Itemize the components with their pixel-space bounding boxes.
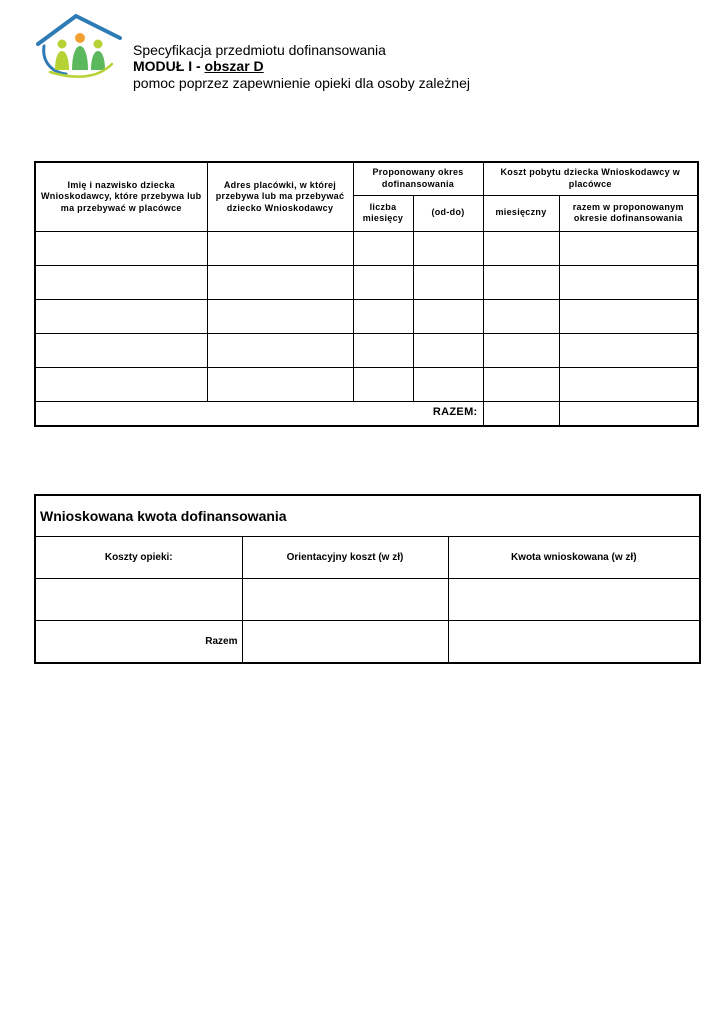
- cell[interactable]: [483, 299, 559, 333]
- header-address: Adres placówki, w której przebywa lub ma przebywać dziecko Wnioskodawcy: [207, 162, 353, 231]
- cell[interactable]: [483, 333, 559, 367]
- cell[interactable]: [207, 333, 353, 367]
- total-estimated-cell[interactable]: [242, 621, 448, 664]
- cell[interactable]: [559, 299, 698, 333]
- cell[interactable]: [35, 367, 207, 401]
- cell[interactable]: [353, 333, 413, 367]
- total-row: [35, 621, 700, 664]
- table-row: [35, 299, 698, 333]
- table-row: [35, 333, 698, 367]
- care-costs-cell[interactable]: [35, 579, 242, 621]
- area-label: obszar D: [204, 58, 264, 74]
- cell[interactable]: [353, 265, 413, 299]
- cell[interactable]: [413, 299, 483, 333]
- cell[interactable]: [559, 265, 698, 299]
- header-period: Proponowany okres dofinansowania: [353, 162, 483, 195]
- table-row: [35, 265, 698, 299]
- header-from-to: (od-do): [413, 195, 483, 231]
- cell[interactable]: [35, 231, 207, 265]
- care-specification-table: [34, 161, 699, 427]
- header-care-costs: Koszty opieki:: [35, 537, 242, 579]
- cell[interactable]: [207, 265, 353, 299]
- cell[interactable]: [413, 367, 483, 401]
- header-module: [133, 58, 470, 75]
- cell[interactable]: [35, 265, 207, 299]
- document-header: [133, 42, 470, 91]
- cell[interactable]: [559, 231, 698, 265]
- requested-amount-cell[interactable]: [448, 579, 700, 621]
- cell[interactable]: [413, 231, 483, 265]
- total-monthly-cell[interactable]: [483, 401, 559, 426]
- header-subtitle: pomoc poprzez zapewnienie opieki dla osoby zależnej: [133, 75, 470, 91]
- cell[interactable]: [207, 367, 353, 401]
- header-total: razem w proponowanym okresie dofinansowania: [559, 195, 698, 231]
- header-title: Specyfikacja przedmiotu dofinansowania: [133, 42, 386, 58]
- header-months: liczba miesięcy: [353, 195, 413, 231]
- requested-amount-title: Wnioskowana kwota dofinansowania: [35, 495, 700, 537]
- header-name: Imię i nazwisko dziecka Wnioskodawcy, które przebywa lub ma przebywać w placówce: [35, 162, 207, 231]
- cell[interactable]: [413, 333, 483, 367]
- estimated-cost-cell[interactable]: [242, 579, 448, 621]
- cell[interactable]: [483, 265, 559, 299]
- total-sum-cell[interactable]: [559, 401, 698, 426]
- cell[interactable]: [353, 367, 413, 401]
- razem-label: Razem: [35, 621, 242, 664]
- cell[interactable]: [35, 299, 207, 333]
- cell[interactable]: [353, 299, 413, 333]
- cell[interactable]: [483, 231, 559, 265]
- table-row: [35, 579, 700, 621]
- header-monthly: miesięczny: [483, 195, 559, 231]
- table-row: [35, 367, 698, 401]
- cell[interactable]: [483, 367, 559, 401]
- header-requested-amount: Kwota wnioskowana (w zł): [448, 537, 700, 579]
- table-row: [35, 231, 698, 265]
- total-label: RAZEM:: [35, 401, 483, 426]
- header-cost: Koszt pobytu dziecka Wnioskodawcy w placówce: [483, 162, 698, 195]
- family-house-logo: [36, 8, 124, 78]
- cell[interactable]: [413, 265, 483, 299]
- cell[interactable]: [559, 333, 698, 367]
- module-label: MODUŁ I -: [133, 58, 205, 74]
- cell[interactable]: [559, 367, 698, 401]
- requested-amount-table: [34, 494, 701, 664]
- total-row: [35, 401, 698, 426]
- header-estimated-cost: Orientacyjny koszt (w zł): [242, 537, 448, 579]
- cell[interactable]: [207, 299, 353, 333]
- cell[interactable]: [35, 333, 207, 367]
- cell[interactable]: [353, 231, 413, 265]
- cell[interactable]: [207, 231, 353, 265]
- total-requested-cell[interactable]: [448, 621, 700, 664]
